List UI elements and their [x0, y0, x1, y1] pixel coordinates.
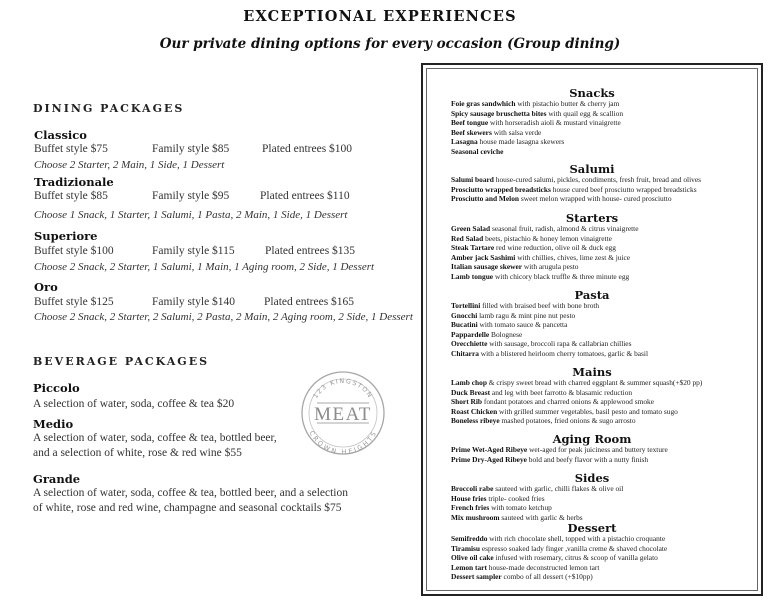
package-name-oro: Oro [34, 280, 58, 294]
menu-item-desc: seasonal fruit, radish, almond & citrus vinaigrette [490, 224, 639, 233]
menu-section-heading-pasta: Pasta [574, 288, 610, 302]
package-name-classico: Classico [34, 128, 87, 142]
menu-item [451, 301, 757, 311]
menu-item-desc: house made lasagna skewers [477, 137, 565, 147]
page-subtitle: Our private dining options for every occasion (Group dining) [159, 36, 621, 52]
menu-item-desc: with rich chocolate shell, topped with a pistachio croquante [487, 534, 666, 543]
menu-item [451, 109, 757, 119]
menu-item-name: Short Rib [451, 397, 483, 407]
beverage-desc-line: and a selection of white, rose & red wine $55 [33, 447, 242, 459]
menu-item-name: Prime Dry-Aged Ribeye [451, 454, 527, 464]
menu-item-name: Bucatini [451, 320, 478, 330]
plated-price: Plated entrees $110 [260, 190, 350, 202]
menu-item-desc: infused with rosemary, citrus & scoop of vanilla gelato [493, 553, 658, 563]
menu-item-name: Green Salad [451, 224, 491, 233]
beverage-desc-medio [33, 431, 303, 461]
family-price: Family style $85 [152, 143, 230, 155]
menu-item-desc: house cured beef prosciutto wrapped breadsticks [550, 184, 697, 194]
menu-item [451, 455, 757, 465]
family-price: Family style $140 [152, 296, 236, 308]
beverage-packages-heading: BEVERAGE PACKAGES [33, 355, 210, 368]
menu-item-desc: with pistachio butter & cherry jam [515, 99, 620, 108]
menu-section-heading-snacks: Snacks [569, 86, 615, 100]
menu-section-heading-mains: Mains [572, 365, 612, 379]
menu-item-name: Foie gras sandwhich [451, 99, 516, 108]
menu-item-name: Tiramisu [451, 543, 481, 553]
menu-item [451, 445, 757, 455]
menu-item [451, 147, 757, 157]
menu-item-name: Broccoli rabe [451, 484, 494, 493]
beverage-desc-piccolo [33, 397, 303, 412]
menu-item [451, 234, 757, 244]
menu-item-name: Red Salad [451, 233, 484, 243]
menu-item-name: Seasonal ceviche [451, 147, 504, 156]
package-note-tradizionale: Choose 1 Snack, 1 Starter, 1 Salumi, 1 Pasta, 2 Main, 1 Side, 1 Dessert [34, 209, 348, 221]
package-prices-classico [34, 143, 414, 157]
menu-item-desc: sauteed with garlic, chilli flakes & olive oil [493, 484, 624, 493]
menu-item-name: Steak Tartare [451, 243, 495, 253]
menu-item [451, 128, 757, 138]
menu-item-name: French fries [451, 503, 490, 513]
package-name-tradizionale: Tradizionale [34, 175, 114, 189]
menu-item-name: Olive oil cake [451, 553, 494, 563]
package-note-classico: Choose 2 Starter, 2 Main, 1 Side, 1 Dessert [34, 159, 225, 171]
menu-item-name: Salumi board [451, 175, 494, 184]
menu-section-heading-dessert: Dessert [567, 521, 617, 535]
buffet-price: Buffet style $125 [34, 296, 114, 308]
menu-item-name: Roast Chicken [451, 406, 498, 416]
menu-item [451, 194, 757, 204]
menu-item-name: Pappardelle [451, 329, 490, 339]
menu-item [451, 272, 757, 282]
package-prices-superiore [34, 245, 414, 259]
menu-item-name: Orecchiette [451, 339, 488, 349]
menu-item [451, 118, 757, 128]
menu-item [451, 311, 757, 321]
menu-item [451, 349, 757, 359]
menu-item-desc: sauteed with garlic & herbs [499, 512, 583, 522]
menu-item-desc: with salsa verde [491, 127, 542, 137]
beverage-desc-line: of white, rose and red wine, champagne and seasonal cocktails $75 [33, 502, 342, 514]
menu-item [451, 553, 757, 563]
menu-item [451, 407, 757, 417]
menu-item-name: Prosciutto wrapped breadsticks [451, 184, 551, 194]
logo-bottom-arc-text: CROWN HEIGHTS [307, 429, 379, 456]
menu-item [451, 224, 757, 234]
menu-item-name: Amber jack Sashimi [451, 252, 516, 262]
menu-section-heading-starters: Starters [565, 211, 619, 225]
menu-item-desc: with grilled summer vegetables, basil pesto and tomato sugo [497, 406, 678, 416]
family-price: Family style $95 [152, 190, 230, 202]
menu-item-name: Duck Breast [451, 387, 491, 397]
logo-center-text: MEAT [314, 404, 372, 425]
menu-item-desc: red wine reduction, olive oil & duck egg [494, 243, 616, 253]
menu-item [451, 185, 757, 195]
menu-item-name: Tortellini [451, 301, 481, 310]
buffet-price: Buffet style $75 [34, 143, 108, 155]
menu-item [451, 175, 757, 185]
beverage-name-grande: Grande [33, 472, 81, 486]
menu-item-name: Boneless ribeye [451, 416, 500, 426]
package-note-oro: Choose 2 Snack, 2 Starter, 2 Salumi, 2 Pasta, 2 Main, 2 Aging room, 2 Side, 1 Dessert [34, 311, 413, 323]
menu-item-desc: with arugula pesto [522, 262, 579, 272]
menu-item [451, 388, 757, 398]
logo-top-arc-text: 123 KINGSTON [311, 376, 375, 400]
beverage-desc-line: A selection of water, soda, coffee & tea $20 [33, 398, 235, 410]
dining-packages-heading: DINING PACKAGES [33, 102, 185, 115]
menu-item-name: Chitarra [451, 349, 479, 358]
beverage-desc-line: A selection of water, soda, coffee & tea, bottled beer, [33, 432, 277, 444]
plated-price: Plated entrees $135 [265, 245, 356, 257]
menu-item-desc: house-cured salumi, pickles, condiments, fresh fruit, bread and olives [493, 175, 702, 184]
menu-item [451, 330, 757, 340]
page-title: EXCEPTIONAL EXPERIENCES [243, 8, 517, 25]
beverage-desc-grande [33, 486, 413, 516]
menu-item-desc: with tomato sauce & pancetta [477, 320, 568, 330]
package-prices-oro [34, 296, 414, 310]
menu-item-desc: combo of all dessert (+$10pp) [501, 572, 593, 582]
family-price: Family style $115 [152, 245, 235, 257]
menu-item-name: Gnocchi [451, 310, 478, 320]
menu-item-desc: with a blistered heirloom cherry tomatoes, garlic & basil [478, 349, 649, 358]
menu-item [451, 99, 757, 109]
package-note-superiore: Choose 2 Snack, 2 Starter, 1 Salumi, 1 Main, 1 Aging room, 2 Side, 1 Dessert [34, 261, 375, 273]
buffet-price: Buffet style $100 [34, 245, 114, 257]
menu-item-desc: with tomato ketchup [489, 503, 552, 513]
menu-item [451, 397, 757, 407]
menu-item [451, 494, 757, 504]
beverage-name-medio: Medio [33, 417, 74, 431]
menu-item-desc: and leg with beet farrotto & blasamic reduction [490, 387, 633, 397]
menu-item [451, 503, 757, 513]
menu-item [451, 563, 757, 573]
menu-section-heading-salumi: Salumi [569, 162, 615, 176]
buffet-price: Buffet style $85 [34, 190, 108, 202]
menu-item-desc: lamb ragu & mint pine nut pesto [477, 310, 576, 320]
menu-section-heading-aging: Aging Room [552, 432, 632, 446]
menu-item-name: House fries [451, 493, 487, 503]
menu-item-desc: with chicory black truffle & three minute egg [493, 272, 630, 281]
menu-item-name: Lemon tart [451, 562, 487, 572]
menu-item-desc: Bolognese [489, 329, 523, 339]
menu-item [451, 137, 757, 147]
plated-price: Plated entrees $165 [264, 296, 355, 308]
package-prices-tradizionale [34, 190, 414, 204]
menu-item [451, 320, 757, 330]
beverage-desc-line: A selection of water, soda, coffee & tea, bottled beer, and a selection [33, 487, 348, 499]
menu-item-desc: mashed potatoes, fried onions & sugo arrosto [499, 416, 636, 426]
menu-item-name: Lasagna [451, 137, 478, 147]
package-name-superiore: Superiore [34, 229, 98, 243]
menu-item-name: Lamb chop [451, 378, 487, 387]
menu-item-name: Semifreddo [451, 534, 488, 543]
menu-item [451, 416, 757, 426]
menu-item [451, 339, 757, 349]
menu-item-desc: with chillies, chives, lime zest & juice [515, 252, 631, 262]
menu-item-desc: filled with braised beef with bone broth [480, 301, 600, 310]
menu-item-desc: triple- cooked fries [486, 493, 545, 503]
menu-item-name: Spicy sausage bruschetta bites [451, 108, 547, 118]
plated-price: Plated entrees $100 [262, 143, 353, 155]
meat-logo-seal-icon [300, 370, 386, 456]
menu-item [451, 378, 757, 388]
menu-item [451, 544, 757, 554]
menu-item [451, 262, 757, 272]
beverage-name-piccolo: Piccolo [33, 381, 80, 395]
menu-item [451, 243, 757, 253]
menu-section-heading-sides: Sides [574, 471, 610, 485]
menu-item-desc: house-made deconstructed lemon tart [486, 562, 600, 572]
menu-item-desc: bold and beefy flavor with a nutty finish [526, 454, 649, 464]
menu-item-desc: beets, pistachio & honey lemon vinaigrette [483, 233, 612, 243]
menu-item-name: Mix mushroom [451, 512, 500, 522]
menu-item-desc: wet-aged for peak juiciness and buttery texture [527, 445, 668, 454]
menu-item-name: Dessert sampler [451, 572, 502, 582]
menu-item-desc: with sausage, broccoli rapa & callabrian chillies [487, 339, 632, 349]
menu-item-desc: with quail egg & scallion [546, 108, 624, 118]
menu-item [451, 253, 757, 263]
menu-item-name: Prosciutto and Melon [451, 194, 520, 204]
menu-item-name: Italian sausage skewer [451, 262, 523, 272]
menu-item-name: Prime Wet-Aged Ribeye [451, 445, 528, 454]
menu-item-desc: & crispy sweet bread with charred eggplant & summer squash(+$20 pp) [486, 378, 703, 387]
menu-item-desc: with horseradish aioli & mustard vinaigrette [488, 118, 621, 128]
menu-item-desc: espresso soaked lady finger ,vanilla creme & shaved chocolate [480, 543, 668, 553]
menu-item [451, 534, 757, 544]
menu-item [451, 572, 757, 582]
menu-item-name: Beef tongue [451, 118, 489, 128]
menu-item [451, 484, 757, 494]
menu-item-desc: fondant potatoes and charred onions & applewood smoke [482, 397, 655, 407]
menu-item-name: Lamb tongue [451, 272, 494, 281]
menu-item-desc: sweet melon wrapped with house- cured prosciutto [519, 194, 672, 204]
menu-item-name: Beef skewers [451, 127, 492, 137]
